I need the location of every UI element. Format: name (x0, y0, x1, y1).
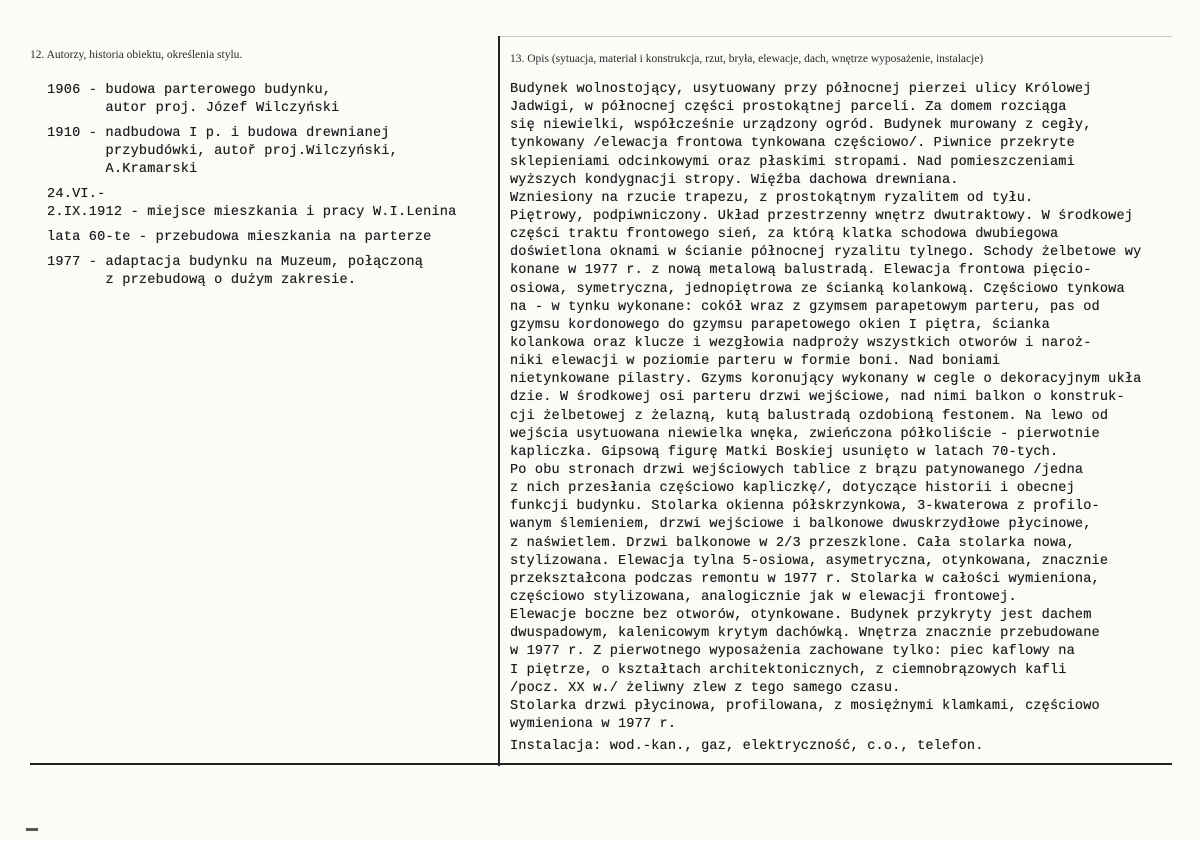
description-line: wymieniona w 1977 r. (510, 716, 677, 732)
installations-line: Instalacja: wod.-kan., gaz, elektryczność, c.o., telefon. (510, 739, 984, 755)
history-entry (47, 254, 497, 290)
description-line: Elewacje boczne bez otworów, otynkowane. Budynek przykryty jest dachem (510, 608, 1092, 624)
scan-edge-mark (26, 828, 38, 831)
history-entry (47, 82, 497, 118)
description-line: Budynek wolnostojący, usytuowany przy północnej pierzei ulicy Królowej (510, 82, 1092, 97)
description-line: funkcji budynku. Stolarka okienna półskrzynkowa, 3-kwaterowa z profilo- (510, 499, 1100, 515)
description-line: z nich przesłania częściowo kapliczkę/, dotyczące historii i obecnej (510, 481, 1075, 497)
description-line: wanym ślemieniem, drzwi wejściowe i balkonowe dwuskrzydłowe płycinowe, (510, 517, 1092, 533)
section-13-header: 13. Opis (sytuacja, materiał i konstrukcja, rzut, bryła, elewacje, dach, wnętrze wyposażenie, instalacje) (510, 53, 984, 65)
description-line: kolankowa oraz klucze i wezgłowia nadproży wszystkich otworów i naroż- (510, 335, 1092, 351)
description-line: się niewielki, współcześnie urządzony ogród. Budynek murowany z cegły, (510, 118, 1092, 134)
description-line: dzie. W środkowej osi parteru drzwi wejściowe, nad nimi balkon o konstruk- (510, 390, 1125, 406)
description-line: wejścia usytuowana niewielka wnęka, zwieńczona półkoliście - pierwotnie (510, 426, 1100, 442)
description-line: Po obu stronach drzwi wejściowych tablice z brązu patynowanego /jedna (510, 462, 1084, 478)
description-line: wyższych kondygnacji stropy. Więźba dachowa drewniana. (510, 172, 959, 188)
column-divider (498, 36, 500, 766)
description-line: doświetlona oknami w ścianie północnej ryzalitu tylnego. Schody żelbetowe wy (510, 245, 1142, 261)
description-line: konane w 1977 r. z nową metalową balustradą. Elewacja frontowa pięcio- (510, 263, 1092, 279)
history-entry-text: 1977 - adaptacja budynku na Muzeum, połączoną z przebudową o dużym zakresie. (47, 255, 424, 288)
history-entry-text: 1906 - budowa parterowego budynku, autor proj. Józef Wilczyński (47, 83, 340, 116)
description-line: Wzniesiony na rzucie trapezu, z prostokątnym ryzalitem od tyłu. (510, 190, 1034, 206)
description-line: z naświetlem. Drzwi balkonowe w 2/3 przeszklone. Cała stolarka nowa, (510, 535, 1075, 551)
description-line: tynkowany /elewacja frontowa tynkowana częściowo/. Piwnice przekryte (510, 136, 1075, 152)
history-entry-text: lata 60-te - przebudowa mieszkania na parterze (47, 230, 432, 245)
description-line: w 1977 r. Z pierwotnego wyposażenia zachowane tylko: piec kaflowy na (510, 644, 1075, 660)
history-entry (47, 125, 497, 179)
description-column (510, 81, 1190, 756)
history-entry-text: 24.VI.- 2.IX.1912 - miejsce mieszkania i pracy W.I.Lenina (47, 187, 457, 220)
history-entry (47, 229, 497, 247)
description-line: części traktu frontowego sień, za którą klatka schodowa dwubiegowa (510, 227, 1059, 243)
description-line: I piętrze, o kształtach architektonicznych, z ciemnobrązowych kafli (510, 662, 1067, 678)
description-line: Jadwigi, w północnej części prostokątnej parceli. Za domem rozciąga (510, 100, 1067, 116)
description-line: przekształcona podczas remontu w 1977 r. Stolarka w całości wymieniona, (510, 571, 1100, 587)
description-line: sklepieniami odcinkowymi oraz płaskimi stropami. Nad pomieszczeniami (510, 154, 1075, 170)
description-line: dwuspadowym, kalenicowym krytym dachówką. Wnętrza znacznie przebudowane (510, 626, 1100, 642)
history-column (47, 82, 497, 297)
description-line: kapliczka. Gipsową figurę Matki Boskiej usunięto w latach 70-tych. (510, 444, 1059, 460)
description-line: gzymsu kordonowego do gzymsu parapetowego okien I piętra, ścianka (510, 317, 1050, 333)
section-12-header: 12. Autorzy, historia obiektu, określenia stylu. (30, 49, 243, 61)
bottom-rule (30, 763, 1172, 765)
description-line: /pocz. XX w./ żeliwny zlew z tego samego czasu. (510, 680, 901, 696)
description-line: Stolarka drzwi płycinowa, profilowana, z mosiężnymi klamkami, częściowo (510, 698, 1100, 714)
description-line: niki elewacji w poziomie parteru w formie boni. Nad boniami (510, 354, 1001, 370)
description-line: osiowa, symetryczna, jednopiętrowa ze ścianką kolankową. Częściowo tynkowa (510, 281, 1125, 297)
history-entry-text: 1910 - nadbudowa I p. i budowa drewnianej przybudówki, autoř proj.Wilczyński, A.Kramarski (47, 126, 399, 177)
description-line: częściowo stylizowana, analogicznie jak w elewacji frontowej. (510, 589, 1017, 605)
history-entry (47, 186, 497, 222)
description-line: Piętrowy, podpiwniczony. Układ przestrzenny wnętrz dwutraktowy. W środkowej (510, 208, 1134, 224)
description-text (510, 81, 1190, 734)
description-line: nietynkowane pilastry. Gzyms koronujący wykonany w cegle o dekoracyjnym ukła (510, 372, 1142, 388)
top-faint-rule (500, 36, 1172, 37)
description-line: na - w tynku wykonane: cokół wraz z gzymsem parapetowym parteru, pas od (510, 299, 1100, 315)
description-line: stylizowana. Elewacja tylna 5-osiowa, asymetryczna, otynkowana, znacznie (510, 553, 1109, 569)
description-line: cji żelbetowej z żelazną, kutą balustradą ozdobioną festonem. Na lewo od (510, 408, 1109, 424)
